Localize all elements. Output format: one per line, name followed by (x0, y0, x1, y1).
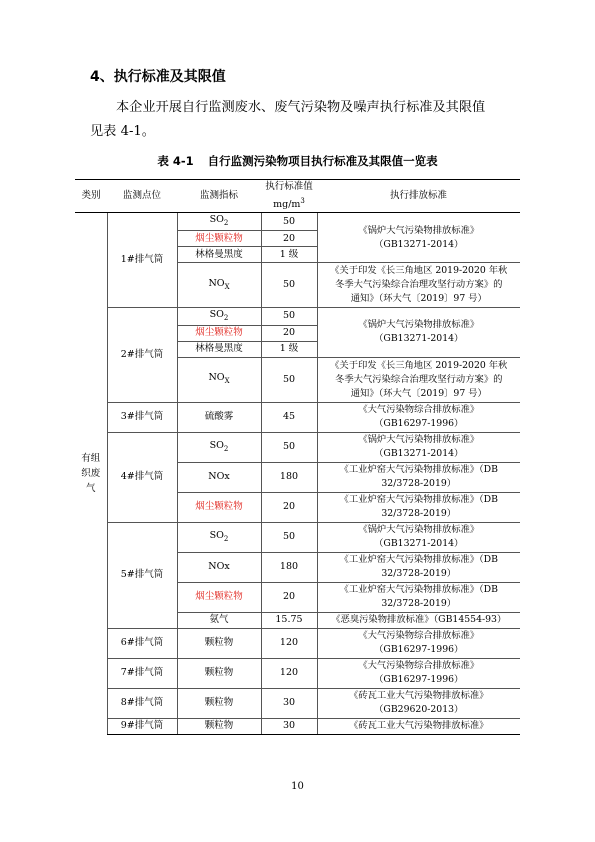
indicator-cell: 硫酸雾 (177, 402, 261, 432)
standard-cell: 《锅炉大气污染物排放标准》 （GB13271-2014） (317, 308, 520, 358)
outlet-cell: 2#排气筒 (107, 308, 177, 403)
header-limit: 执行标准值 $mg/m^3$ (261, 180, 317, 213)
standard-cell: 《大气污染物综合排放标准》 （GB16297-1996） (317, 628, 520, 658)
header-category: 类别 (75, 180, 107, 213)
table-row (75, 718, 520, 734)
outlet-cell: 7#排气筒 (107, 658, 177, 688)
value-cell: 50 (261, 213, 317, 231)
value-cell: 20 (261, 231, 317, 247)
indicator-cell: 颗粒物 (177, 718, 261, 734)
table-row (75, 628, 520, 658)
section-heading: 4、执行标准及其限值 (90, 69, 226, 85)
indicator-cell: 烟尘颗粒物 (177, 582, 261, 612)
outlet-cell: 3#排气筒 (107, 402, 177, 432)
indicator-cell: $SO_2$ (177, 213, 261, 231)
standard-cell: 《大气污染物综合排放标准》 （GB16297-1996） (317, 402, 520, 432)
value-cell: 30 (261, 688, 317, 718)
standard-cell: 《关于印发《长三角地区 2019-2020 年秋 冬季大气污染综合治理攻坚行动方案》的 通知》（环大气〔2019〕97 号） (317, 263, 520, 308)
category-cell: 有组织废气 (75, 213, 107, 735)
page-number: 10 (291, 781, 304, 792)
indicator-cell: 林格曼黑度 (177, 341, 261, 357)
indicator-cell: 氨气 (177, 612, 261, 628)
table-row (75, 688, 520, 718)
table-row (75, 522, 520, 552)
standard-cell: 《工业炉窑大气污染物排放标准》（DB 32/3728-2019） (317, 462, 520, 492)
value-cell: 180 (261, 552, 317, 582)
value-cell: 20 (261, 492, 317, 522)
standard-cell: 《锅炉大气污染物排放标准》 （GB13271-2014） (317, 213, 520, 263)
value-cell: 30 (261, 718, 317, 734)
indicator-cell: 颗粒物 (177, 628, 261, 658)
standard-cell: 《大气污染物综合排放标准》 （GB16297-1996） (317, 658, 520, 688)
value-cell: 20 (261, 582, 317, 612)
standard-cell: 《工业炉窑大气污染物排放标准》（DB 32/3728-2019） (317, 582, 520, 612)
value-cell: 180 (261, 462, 317, 492)
indicator-cell: 颗粒物 (177, 688, 261, 718)
indicator-cell: $SO_2$ (177, 522, 261, 552)
value-cell: 120 (261, 658, 317, 688)
indicator-cell: NOx (177, 552, 261, 582)
table-header-row (75, 180, 520, 213)
indicator-cell: 烟尘颗粒物 (177, 231, 261, 247)
indicator-cell: $NO_X$ (177, 357, 261, 402)
value-cell: 1 级 (261, 247, 317, 263)
intro-paragraph (90, 96, 506, 120)
indicator-cell: 林格曼黑度 (177, 247, 261, 263)
intro-paragraph-line-2 (90, 120, 506, 144)
value-cell: 1 级 (261, 341, 317, 357)
table-row (75, 308, 520, 326)
value-cell: 50 (261, 263, 317, 308)
outlet-cell: 9#排气筒 (107, 718, 177, 734)
value-cell: 20 (261, 325, 317, 341)
outlet-cell: 1#排气筒 (107, 213, 177, 308)
table-row (75, 658, 520, 688)
value-cell: 45 (261, 402, 317, 432)
value-cell: 15.75 (261, 612, 317, 628)
indicator-cell: 颗粒物 (177, 658, 261, 688)
indicator-cell: 烟尘颗粒物 (177, 492, 261, 522)
value-cell: 50 (261, 308, 317, 326)
table-title: 自行监测污染物项目执行标准及其限值一览表 (207, 154, 438, 168)
outlet-cell: 8#排气筒 (107, 688, 177, 718)
standard-cell: 《恶臭污染物排放标准》（GB14554-93） (317, 612, 520, 628)
standard-cell: 《砖瓦工业大气污染物排放标准》 (317, 718, 520, 734)
standard-cell: 《关于印发《长三角地区 2019-2020 年秋 冬季大气污染综合治理攻坚行动方案》的 通知》（环大气〔2019〕97 号） (317, 357, 520, 402)
indicator-cell: $SO_2$ (177, 432, 261, 462)
value-cell: 50 (261, 522, 317, 552)
value-cell: 50 (261, 432, 317, 462)
outlet-cell: 4#排气筒 (107, 432, 177, 522)
table-caption (0, 153, 595, 169)
standard-cell: 《砖瓦工业大气污染物排放标准》 （GB29620-2013） (317, 688, 520, 718)
standard-cell: 《工业炉窑大气污染物排放标准》（DB 32/3728-2019） (317, 552, 520, 582)
indicator-cell: NOx (177, 462, 261, 492)
intro-line-1: 本企业开展自行监测废水、废气污染物及噪声执行标准及其限值 (116, 100, 486, 115)
indicator-cell: 烟尘颗粒物 (177, 325, 261, 341)
table-row (75, 213, 520, 231)
table-row (75, 402, 520, 432)
table-row (75, 432, 520, 462)
outlet-cell: 6#排气筒 (107, 628, 177, 658)
value-cell: 50 (261, 357, 317, 402)
standards-table (75, 179, 520, 735)
standard-cell: 《锅炉大气污染物排放标准》 （GB13271-2014） (317, 522, 520, 552)
standard-cell: 《工业炉窑大气污染物排放标准》（DB 32/3728-2019） (317, 492, 520, 522)
indicator-cell: $SO_2$ (177, 308, 261, 326)
header-indicator: 监测指标 (177, 180, 261, 213)
indicator-cell: $NO_X$ (177, 263, 261, 308)
header-standard: 执行排放标准 (317, 180, 520, 213)
intro-line-2: 见表 4-1。 (90, 124, 155, 139)
value-cell: 120 (261, 628, 317, 658)
table-number: 表 4-1 (157, 154, 194, 168)
standard-cell: 《锅炉大气污染物排放标准》 （GB13271-2014） (317, 432, 520, 462)
header-point: 监测点位 (107, 180, 177, 213)
outlet-cell: 5#排气筒 (107, 522, 177, 628)
